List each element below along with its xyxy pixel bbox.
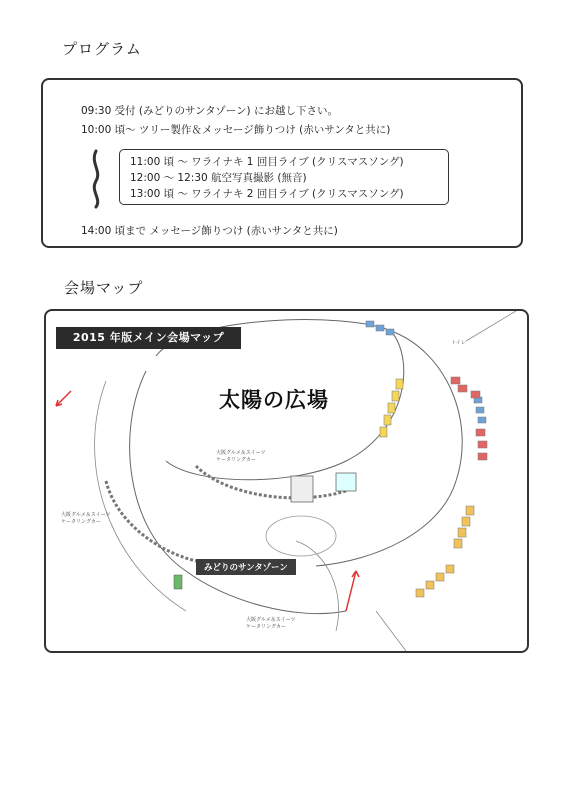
- food-left-label: 大阪グルメ＆スイーツ ケータリングカー: [61, 512, 111, 525]
- toilet-label: トイレ: [451, 340, 466, 346]
- program-item: 09:30 受付 (みどりのサンタゾーン) にお越し下さい。: [81, 105, 338, 117]
- plaza-name: 太陽の広場: [219, 388, 329, 412]
- program-item: 10:00 頃～ ツリー製作＆メッセージ飾りつけ (赤いサンタと共に): [81, 124, 391, 136]
- live-schedule-box: [119, 149, 449, 205]
- program-item: 12:00 ～ 12:30 航空写真撮影 (無音): [130, 172, 307, 184]
- food-upper-label: 大阪グルメ＆スイーツ ケータリングカー: [216, 450, 266, 463]
- map-title: 2015 年版メイン会場マップ: [56, 327, 241, 349]
- program-item: 14:00 頃まで メッセージ飾りつけ (赤いサンタと共に): [81, 225, 338, 237]
- map-heading: 会場マップ: [64, 279, 144, 297]
- program-heading: プログラム: [62, 40, 142, 58]
- program-item: 13:00 頃 ～ ワライナキ 2 回目ライブ (クリスマスソング): [130, 188, 404, 200]
- food-lower-label: 大阪グルメ＆スイーツ ケータリングカー: [246, 617, 296, 630]
- wave-brace-icon: [88, 149, 104, 209]
- venue-map: [44, 309, 529, 653]
- program-item: 11:00 頃 ～ ワライナキ 1 回目ライブ (クリスマスソング): [130, 156, 404, 168]
- map-drawing: [46, 311, 527, 651]
- program-box: [41, 78, 523, 248]
- midori-zone-label: みどりのサンタゾーン: [196, 559, 296, 575]
